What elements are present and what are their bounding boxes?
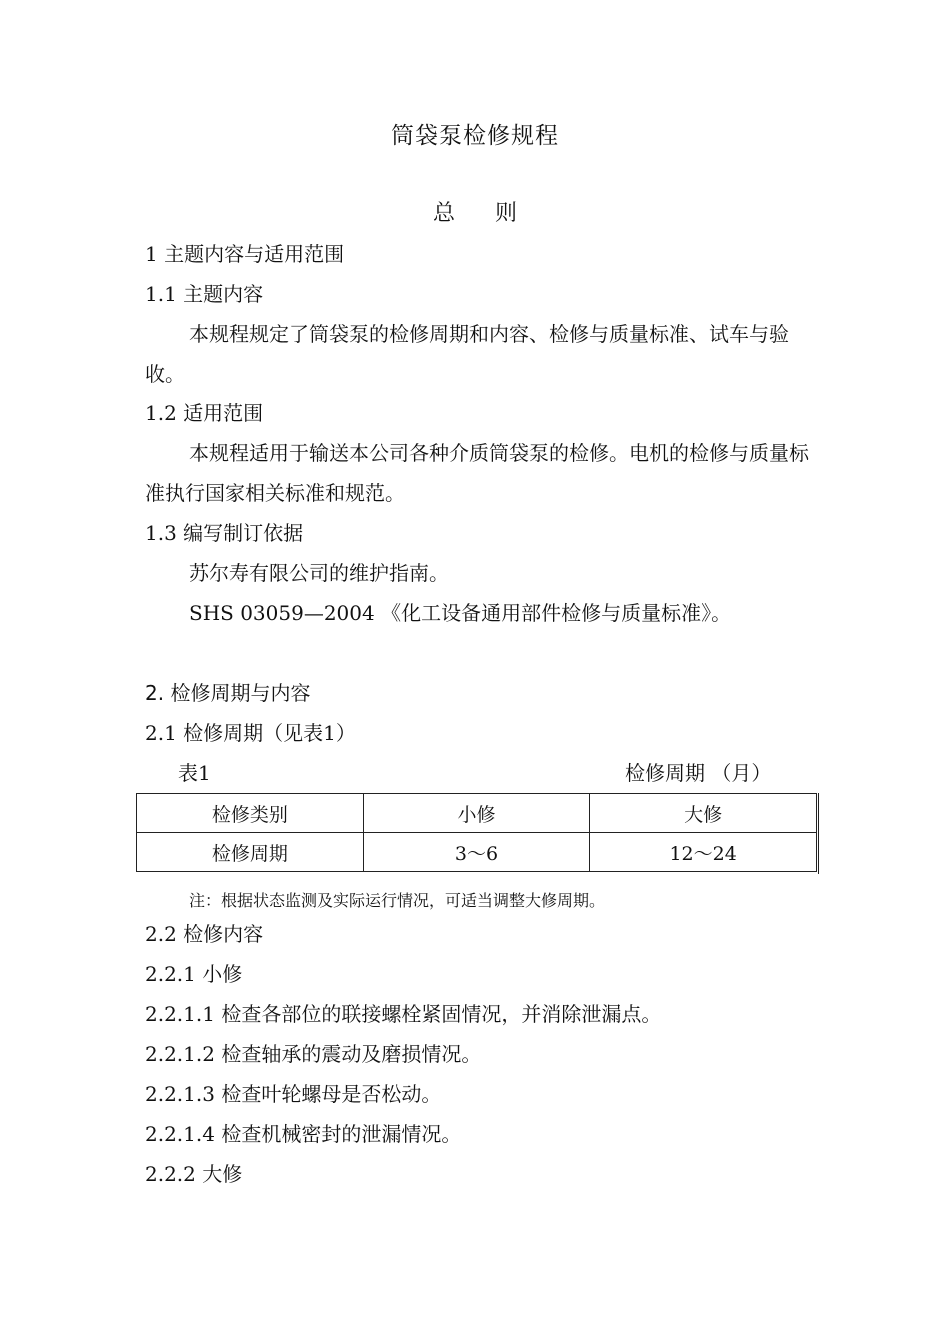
heading-2-2-2: 2.2.2 大修: [145, 1162, 243, 1186]
heading-1-1: 1.1 主题内容: [145, 282, 264, 306]
reference-2: SHS 03059—2004 《化工设备通用部件检修与质量标准》。: [189, 601, 732, 625]
paragraph-1-1: 本规程规定了筒袋泵的检修周期和内容、检修与质量标准、试车与验收。: [145, 322, 789, 386]
table-border-double: [818, 793, 819, 874]
heading-2: 2. 检修周期与内容: [145, 681, 311, 705]
heading-1-3: 1.3 编写制订依据: [145, 521, 304, 545]
table-cell: 3～6: [363, 833, 590, 872]
list-item: 2.2.1.3 检查叶轮螺母是否松动。: [145, 1082, 442, 1106]
table-label: 表1: [178, 761, 211, 785]
table-note: 注：根据状态监测及实际运行情况，可适当调整大修周期。: [189, 891, 606, 910]
list-item: 2.2.1.4 检查机械密封的泄漏情况。: [145, 1122, 462, 1146]
table-cell: 小修: [363, 794, 590, 833]
table-unit: 检修周期 （月）: [625, 761, 772, 785]
table-cell: 12～24: [590, 833, 817, 872]
heading-1: 1 主题内容与适用范围: [145, 242, 345, 266]
document-title: 筒袋泵检修规程: [391, 123, 559, 149]
heading-2-1: 2.1 检修周期（见表1）: [145, 721, 356, 745]
section-title: 总则: [432, 201, 557, 226]
reference-1: 苏尔寿有限公司的维护指南。: [189, 561, 449, 585]
table-header-row: [137, 794, 817, 833]
paragraph-1-2: 本规程适用于输送本公司各种介质筒袋泵的检修。电机的检修与质量标准执行国家相关标准和规范。: [145, 441, 809, 505]
table-cell: 检修周期: [137, 833, 364, 872]
heading-2-2-1: 2.2.1 小修: [145, 962, 243, 986]
heading-1-2: 1.2 适用范围: [145, 401, 264, 425]
list-item: 2.2.1.1 检查各部位的联接螺栓紧固情况，并消除泄漏点。: [145, 1002, 662, 1026]
maintenance-cycle-table: [136, 793, 817, 872]
list-item: 2.2.1.2 检查轴承的震动及磨损情况。: [145, 1042, 482, 1066]
table-row: [137, 833, 817, 872]
heading-2-2: 2.2 检修内容: [145, 922, 264, 946]
table-cell: 检修类别: [137, 794, 364, 833]
table-cell: 大修: [590, 794, 817, 833]
